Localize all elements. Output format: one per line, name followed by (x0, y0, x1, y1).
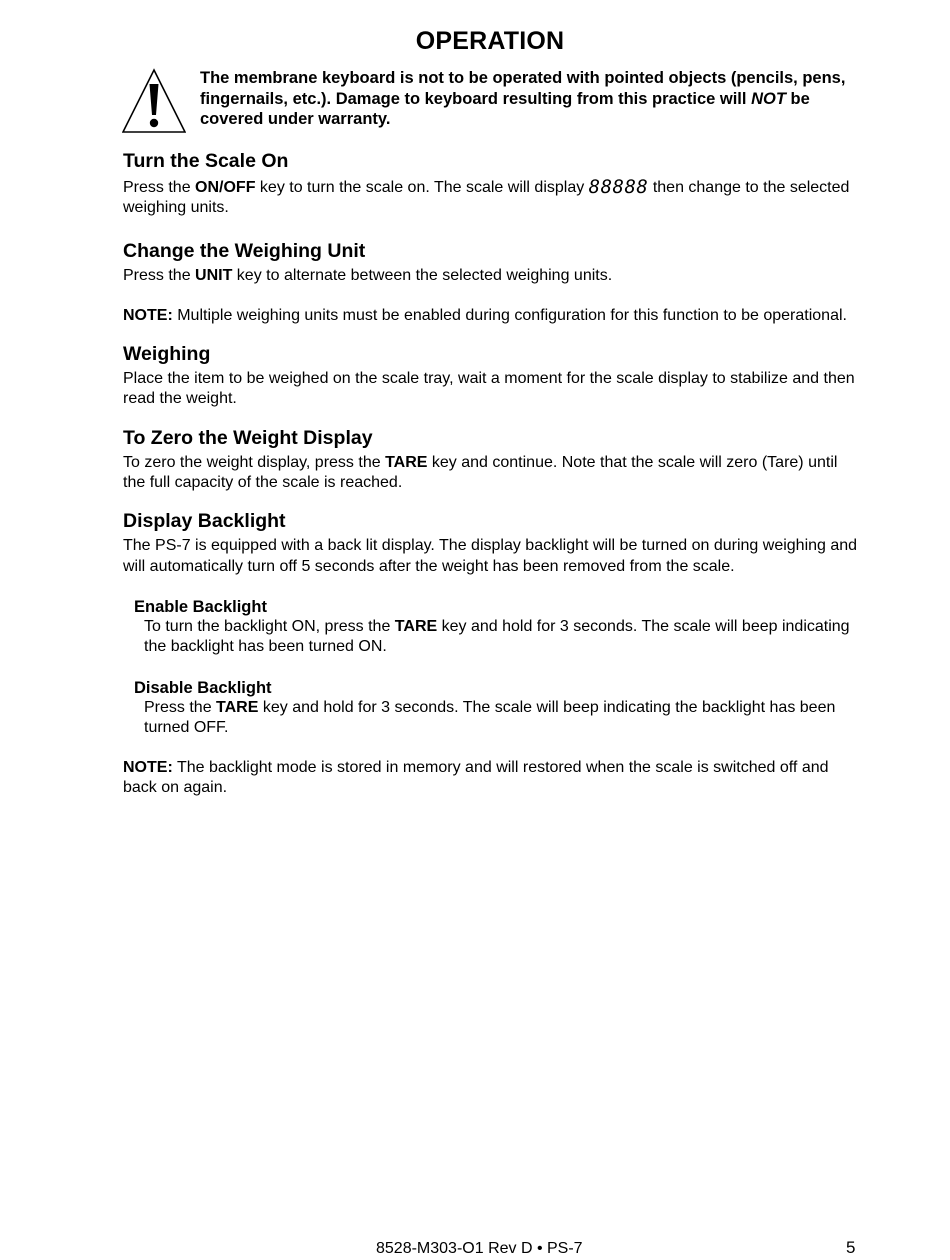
backlight-text: The PS-7 is equipped with a back lit display. The display backlight will be turned on during weighing and will automatically turn off 5 seconds after the weight has been removed from the scale. (123, 537, 858, 575)
disable-backlight-heading: Disable Backlight (134, 678, 272, 697)
tare-key: TARE (385, 453, 428, 471)
change-unit-text: Press the UNIT key to alternate between the selected weighing units. (123, 266, 613, 284)
tare-key: TARE (394, 617, 438, 635)
disable-backlight-block (134, 678, 863, 739)
note-multiple-units: NOTE: Multiple weighing units must be enabled during configuration for this function to be operational. (123, 306, 847, 324)
warning-text: The membrane keyboard is not to be operated with pointed objects (pencils, pens, fingernails, etc.). Damage to keyboard resulting from this practice will NOT be covered under warranty. (200, 69, 846, 128)
tare-key: TARE (216, 698, 259, 716)
zero-text: To zero the weight display, press the TARE key and continue. Note that the scale will zero (Tare) until the full capacity of the scale is reached. (123, 453, 838, 492)
zero-heading: To Zero the Weight Display (123, 426, 373, 449)
note-label: NOTE: (123, 759, 173, 777)
weighing-heading: Weighing (123, 343, 211, 366)
turn-on-heading: Turn the Scale On (123, 150, 289, 172)
content (123, 149, 863, 799)
disable-backlight-text: Press the TARE key and hold for 3 seconds. The scale will beep indicating the backlight has been turned OFF. (144, 698, 836, 736)
enable-backlight-text: To turn the backlight ON, press the TARE key and hold for 3 seconds. The scale will beep indicating the backlight has been turned ON. (144, 617, 850, 656)
note-backlight-memory: NOTE: The backlight mode is stored in memory and will restored when the scale is switched off and back on again. (123, 759, 829, 797)
page-number: 5 (846, 1238, 856, 1257)
enable-backlight-heading: Enable Backlight (134, 597, 267, 616)
unit-key: UNIT (195, 266, 233, 284)
display-readout: 88888 (588, 176, 649, 198)
weighing-text: Place the item to be weighed on the scale tray, wait a moment for the scale display to stabilize and then read the weight. (123, 370, 855, 408)
turn-on-text: Press the ON/OFF key to turn the scale on. The scale will display 88888 then change to the selected weighing units. (123, 176, 850, 217)
backlight-heading: Display Backlight (123, 510, 286, 533)
footer-document-reference: 8528-M303-O1 Rev D • PS-7 (376, 1240, 583, 1257)
warning-triangle-icon (122, 68, 186, 134)
page-title: OPERATION (415, 27, 565, 55)
change-unit-heading: Change the Weighing Unit (123, 239, 366, 262)
on-off-key: ON/OFF (195, 179, 256, 196)
note-label: NOTE: (123, 306, 173, 324)
warning-emphasis: NOT (751, 89, 786, 108)
enable-backlight-block (134, 597, 863, 658)
